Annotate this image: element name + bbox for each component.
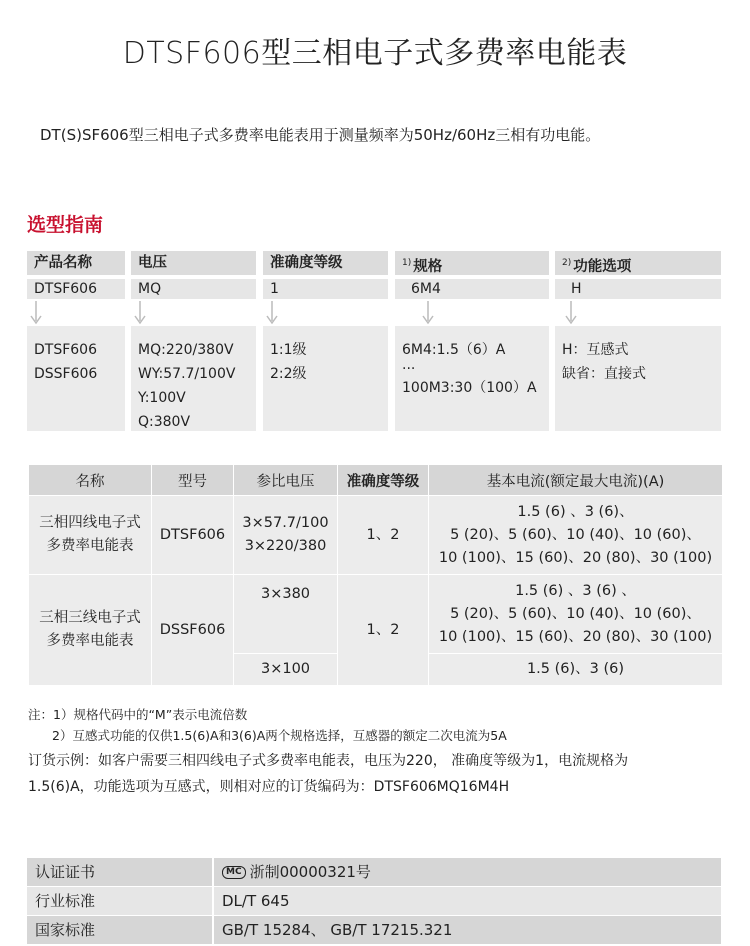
cert-row bbox=[27, 916, 721, 944]
mc-logo-icon: MC bbox=[222, 866, 246, 879]
table-cell-voltage bbox=[234, 496, 338, 575]
table-cell-accuracy: 1、2 bbox=[338, 496, 429, 575]
down-arrow-icon bbox=[266, 301, 278, 327]
table-header: 型号 bbox=[152, 465, 234, 496]
option-item: 6M4:1.5（6）A bbox=[402, 342, 506, 358]
guide-value-function: H bbox=[555, 279, 721, 299]
table-cell-model: DSSF606 bbox=[152, 575, 234, 686]
guide-header-accuracy: 准确度等级 bbox=[263, 251, 388, 275]
cert-key: 行业标准 bbox=[35, 892, 96, 910]
cell-line: 3×57.7/100 bbox=[242, 515, 329, 531]
table-cell-voltage: 3×380 bbox=[234, 575, 338, 654]
order-line: 1.5(6)A，功能选项为互感式，则相对应的订货编码为：DTSF606MQ16M4H bbox=[28, 779, 510, 795]
guide-header-product: 产品名称 bbox=[27, 251, 125, 275]
spec-table bbox=[28, 464, 723, 686]
option-item: 100M3:30（100）A bbox=[402, 380, 537, 396]
note-line: 注：1）规格代码中的“M”表示电流倍数 bbox=[28, 707, 248, 722]
cell-line: 多费率电能表 bbox=[46, 633, 134, 649]
cell-line: 5 (20)、5 (60)、10 (40)、10 (60)、 bbox=[450, 605, 701, 622]
option-item: MQ:220/380V bbox=[138, 342, 234, 358]
guide-value-voltage: MQ bbox=[131, 279, 256, 299]
option-item: Y:100V bbox=[138, 390, 186, 406]
table-cell-name bbox=[29, 575, 152, 686]
guide-header-voltage: 电压 bbox=[131, 251, 256, 275]
option-item: 1:1级 bbox=[270, 342, 307, 358]
cert-value: GB/T 15284、 GB/T 17215.321 bbox=[222, 921, 453, 939]
order-example bbox=[28, 748, 728, 800]
guide-value-accuracy: 1 bbox=[263, 279, 388, 299]
selection-guide-title: 选型指南 bbox=[27, 214, 104, 236]
cert-key: 国家标准 bbox=[35, 921, 96, 939]
option-item: WY:57.7/100V bbox=[138, 366, 236, 382]
option-item: DTSF606 bbox=[34, 342, 97, 358]
order-line: 订货示例：如客户需要三相四线电子式多费率电能表，电压为220， 准确度等级为1，电流规格为 bbox=[28, 753, 629, 769]
guide-options-spec bbox=[395, 326, 549, 431]
table-header: 参比电压 bbox=[234, 465, 338, 496]
cert-value bbox=[214, 858, 721, 886]
table-cell-accuracy: 1、2 bbox=[338, 575, 429, 686]
product-description: DT(S)SF606型三相电子式多费率电能表用于测量频率为50Hz/60Hz三相有功电能。 bbox=[40, 126, 601, 144]
page-title: DTSF606型三相电子式多费率电能表 bbox=[122, 36, 628, 71]
cert-row bbox=[27, 858, 721, 886]
option-item: Q:380V bbox=[138, 414, 191, 430]
cert-key: 认证证书 bbox=[35, 863, 96, 881]
option-item: ··· bbox=[402, 361, 416, 377]
guide-header-spec: $^{1)}$ 规格 bbox=[395, 251, 549, 275]
table-cell-model: DTSF606 bbox=[152, 496, 234, 575]
cert-value: DL/T 645 bbox=[222, 892, 290, 910]
cell-line: 10 (100)、15 (60)、20 (80)、30 (100) bbox=[438, 549, 713, 566]
cell-line: 三相四线电子式 bbox=[39, 515, 141, 531]
guide-value-product: DTSF606 bbox=[27, 279, 125, 299]
notes bbox=[28, 704, 247, 725]
cell-line: 1.5 (6) 、3 (6)、 bbox=[517, 503, 634, 520]
table-row bbox=[29, 496, 723, 575]
down-arrow-icon bbox=[422, 301, 434, 327]
option-item: 2:2级 bbox=[270, 366, 307, 382]
option-item: H：互感式 bbox=[562, 342, 629, 358]
cert-row bbox=[27, 887, 721, 915]
down-arrow-icon bbox=[134, 301, 146, 327]
guide-options-accuracy bbox=[263, 326, 388, 431]
guide-options-product bbox=[27, 326, 125, 431]
guide-options-function bbox=[555, 326, 721, 431]
cell-line: 10 (100)、15 (60)、20 (80)、30 (100) bbox=[438, 628, 713, 645]
cert-value-text: 浙制00000321号 bbox=[249, 863, 371, 881]
option-item: DSSF606 bbox=[34, 366, 98, 382]
cell-line: 5 (20)、5 (60)、10 (40)、10 (60)、 bbox=[450, 526, 701, 543]
table-cell-current bbox=[429, 496, 723, 575]
note-line: 2）互感式功能的仅供1.5(6)A和3(6)A两个规格选择，互感器的额定二次电流为5A bbox=[52, 728, 507, 743]
table-cell-voltage: 3×100 bbox=[234, 654, 338, 686]
guide-options-voltage bbox=[131, 326, 256, 431]
guide-header-function: $^{2)}$ 功能选项 bbox=[555, 251, 721, 275]
table-header: 基本电流(额定最大电流)(A) bbox=[429, 465, 723, 496]
cell-line: 3×220/380 bbox=[244, 538, 327, 554]
down-arrow-icon bbox=[30, 301, 42, 327]
table-cell-current bbox=[429, 575, 723, 654]
table-cell-name bbox=[29, 496, 152, 575]
table-row bbox=[29, 575, 723, 654]
down-arrow-icon bbox=[565, 301, 577, 327]
table-cell-current: 1.5 (6)、3 (6) bbox=[429, 654, 723, 686]
option-item: 缺省：直接式 bbox=[562, 366, 646, 382]
cell-line: 1.5 (6) 、3 (6) 、 bbox=[515, 582, 636, 599]
guide-value-spec: 6M4 bbox=[395, 279, 549, 299]
table-header: 名称 bbox=[29, 465, 152, 496]
table-header-row bbox=[29, 465, 723, 496]
cell-line: 多费率电能表 bbox=[46, 538, 134, 554]
cell-line: 三相三线电子式 bbox=[39, 610, 141, 626]
table-header: 准确度等级 bbox=[338, 465, 429, 496]
